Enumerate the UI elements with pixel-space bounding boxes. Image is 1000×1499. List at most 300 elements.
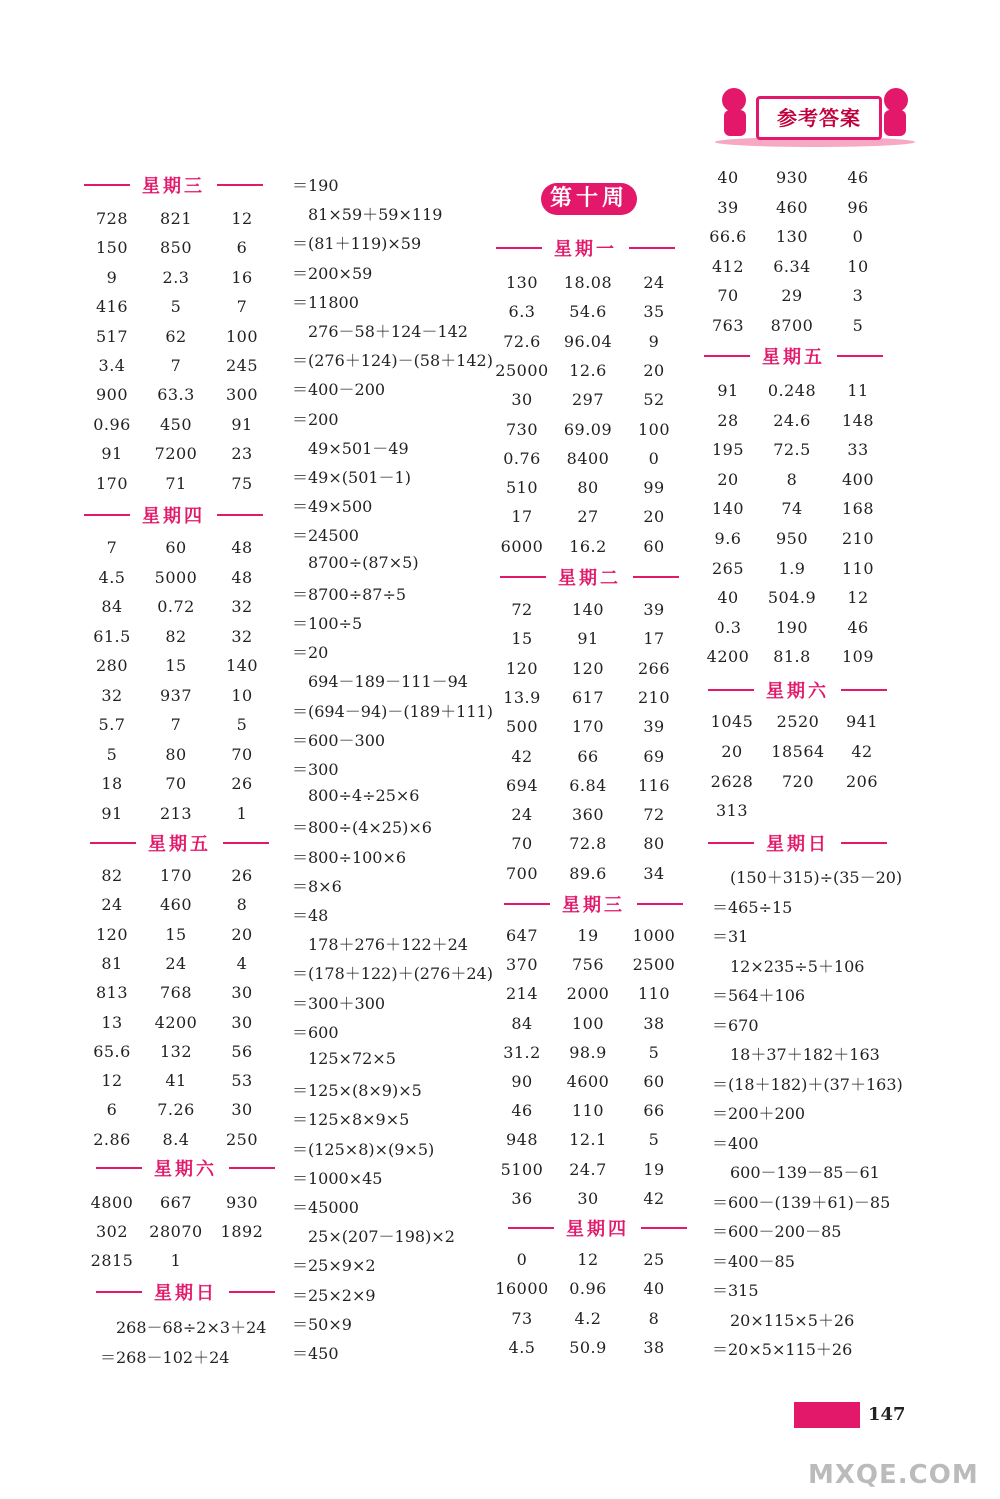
answer-value: 120	[505, 658, 539, 678]
answer-value: 6.84	[569, 775, 607, 795]
expression-line: ＝300＋300	[292, 993, 386, 1013]
expression-line: 25×(207－198)×2	[308, 1227, 455, 1247]
answer-value: 168	[841, 499, 875, 519]
divider-line	[504, 903, 550, 905]
answer-value: 91	[577, 629, 599, 649]
section-header	[500, 565, 679, 589]
section-header	[84, 503, 263, 527]
answer-value: 20	[643, 507, 665, 527]
answer-value: 39	[643, 717, 665, 737]
answer-value: 41	[165, 1071, 187, 1091]
answer-value: 245	[225, 356, 259, 375]
expression-line: ＝600－300	[292, 730, 386, 750]
answer-value: 8	[236, 895, 248, 915]
section-header	[508, 1216, 687, 1240]
answer-value: 728	[95, 209, 129, 228]
answer-value: 110	[637, 984, 671, 1004]
answer-value: 19	[577, 926, 599, 945]
expression-line: 694－189－111－94	[308, 672, 468, 692]
answer-value: 150	[95, 238, 129, 258]
answer-value: 297	[571, 390, 605, 410]
answer-value: 460	[159, 895, 193, 915]
answer-value: 5	[648, 1042, 660, 1062]
answer-value: 24.7	[569, 1159, 607, 1179]
answer-value: 16000	[495, 1279, 549, 1299]
answer-value: 265	[711, 558, 745, 578]
expression-line: 276－58＋124－142	[308, 322, 468, 341]
answer-value: 54.6	[569, 302, 607, 322]
header-title: 参考答案	[756, 96, 882, 140]
answer-value: 61.5	[93, 626, 131, 646]
expression-line: 800÷4÷25×6	[308, 786, 420, 806]
answer-value: 81	[101, 953, 123, 973]
answer-value: 206	[845, 771, 879, 791]
answer-value: 280	[95, 656, 129, 675]
answer-value: 450	[159, 414, 193, 434]
divider-line	[84, 514, 130, 516]
answer-value: 27	[577, 507, 599, 527]
answer-value: 700	[505, 863, 539, 883]
answer-value: 40	[717, 168, 739, 187]
answer-value: 5	[852, 316, 864, 335]
answer-value: 850	[159, 238, 193, 258]
answer-value: 52	[643, 390, 665, 410]
divider-line	[837, 355, 883, 357]
answer-value: 500	[505, 717, 539, 737]
answer-value: 13	[101, 1012, 123, 1032]
expression-line: ＝200×59	[292, 263, 373, 283]
answer-value: 81.8	[773, 647, 811, 667]
answer-value: 18564	[771, 741, 825, 761]
answer-value: 0.3	[714, 617, 742, 637]
answer-value: 100	[571, 1013, 605, 1033]
answer-value: 48	[231, 567, 253, 587]
answer-value: 768	[159, 983, 193, 1003]
divider-line	[217, 514, 263, 516]
expression-line: ＝11800	[292, 292, 359, 312]
divider-line	[217, 184, 263, 186]
answer-value: 28	[717, 410, 739, 430]
expression-line: ＝(18＋182)＋(37＋163)	[712, 1074, 903, 1094]
divider-line	[500, 576, 546, 578]
answer-value: 412	[711, 256, 745, 276]
answer-value: 2520	[776, 712, 820, 731]
answer-value: 20	[717, 469, 739, 489]
section-title: 星期四	[142, 506, 205, 527]
answer-value: 91	[717, 381, 739, 400]
answer-value: 100	[637, 419, 671, 439]
answer-value: 0.96	[93, 414, 131, 434]
expression-line: ＝268－102＋24	[100, 1347, 230, 1367]
answer-value: 6	[106, 1100, 118, 1120]
answer-value: 82	[101, 866, 123, 885]
answer-value: 96.04	[563, 331, 613, 351]
section-title: 星期一	[554, 239, 617, 260]
answer-value: 5100	[500, 1159, 544, 1179]
expression-line: ＝800÷(4×25)×6	[292, 818, 432, 838]
answer-value: 91	[231, 414, 253, 434]
answer-value: 140	[711, 499, 745, 519]
answer-value: 1045	[710, 712, 754, 731]
expression-line: ＝1000×45	[292, 1168, 383, 1188]
answer-value: 730	[505, 419, 539, 439]
answer-value: 510	[505, 478, 539, 498]
answer-value: 8.4	[162, 1129, 190, 1149]
answer-value: 98.9	[569, 1042, 607, 1062]
answer-value: 5	[106, 744, 118, 764]
expression-line: 81×59＋59×119	[308, 205, 443, 225]
answer-value: 7	[106, 538, 118, 557]
answer-value: 30	[231, 1100, 253, 1120]
page-number-tab	[794, 1402, 860, 1428]
answer-value: 0	[852, 227, 864, 247]
answer-value: 42	[511, 746, 533, 766]
answer-value: 90	[511, 1072, 533, 1091]
answer-value: 132	[159, 1041, 193, 1061]
expression-line: ＝(125×8)×(9×5)	[292, 1139, 435, 1159]
answer-value: 42	[851, 741, 873, 761]
answer-value: 720	[781, 771, 815, 791]
answer-value: 195	[711, 440, 745, 460]
expression-line: ＝315	[712, 1281, 759, 1300]
answer-value: 140	[571, 600, 605, 619]
answer-value: 0.96	[569, 1279, 607, 1299]
section-title: 星期六	[766, 681, 829, 702]
answer-value: 948	[505, 1130, 539, 1150]
answer-value: 16	[231, 267, 253, 287]
divider-line	[708, 689, 754, 691]
answer-value: 3	[852, 286, 864, 306]
answer-value: 813	[95, 983, 129, 1003]
page-number: 147	[868, 1404, 906, 1425]
expression-line: 600－139－85－61	[730, 1163, 880, 1182]
answer-value: 69	[643, 746, 665, 766]
answer-value: 17	[511, 507, 533, 527]
answer-value: 36	[511, 1188, 533, 1208]
answer-value: 73	[511, 1308, 533, 1328]
section-title: 星期三	[142, 176, 205, 197]
answer-value: 18.08	[563, 273, 613, 292]
answer-value: 30	[231, 1012, 253, 1032]
answer-value: 91	[101, 803, 123, 823]
answer-value: 25	[643, 1250, 665, 1269]
answer-value: 15	[511, 629, 533, 649]
answer-value: 33	[847, 440, 869, 460]
answer-value: 31.2	[503, 1042, 541, 1062]
answer-value: 6.34	[773, 256, 811, 276]
answer-value: 120	[95, 924, 129, 944]
answer-value: 5000	[154, 567, 198, 587]
answer-value: 1000	[632, 926, 676, 945]
answer-value: 10	[231, 685, 253, 705]
answer-value: 34	[643, 863, 665, 883]
answer-value: 66	[577, 746, 599, 766]
answer-value: 48	[231, 538, 253, 557]
expression-line: ＝670	[712, 1015, 759, 1035]
answer-value: 82	[165, 626, 187, 646]
answer-value: 65.6	[93, 1041, 131, 1061]
watermark: MXQE.COM	[808, 1460, 979, 1490]
expression-line: 18＋37＋182＋163	[730, 1045, 880, 1064]
answer-value: 9	[106, 267, 118, 287]
answer-value: 70	[511, 834, 533, 854]
answer-value: 70	[165, 774, 187, 793]
answer-value: 370	[505, 955, 539, 975]
expression-line: 268－68÷2×3＋24	[116, 1318, 267, 1337]
answer-value: 26	[231, 866, 253, 885]
answer-value: 46	[847, 617, 869, 637]
divider-line	[641, 1227, 687, 1229]
answer-value: 20	[231, 924, 253, 944]
expression-line: ＝(81＋119)×59	[292, 234, 422, 254]
expression-line: ＝25×2×9	[292, 1285, 376, 1305]
expression-line: ＝8700÷87÷5	[292, 584, 407, 604]
section-header	[496, 236, 675, 260]
answer-value: 1.9	[778, 558, 806, 578]
answer-value: 821	[159, 209, 193, 228]
answer-value: 1892	[220, 1222, 264, 1241]
answer-value: 4.5	[98, 567, 126, 587]
answer-value: 72.8	[569, 834, 607, 854]
answer-value: 120	[571, 658, 605, 678]
answer-value: 99	[643, 478, 665, 498]
answer-value: 4	[236, 953, 248, 973]
expression-line: ＝400－200	[292, 380, 386, 400]
answer-value: 38	[643, 1013, 665, 1033]
answer-value: 756	[571, 955, 605, 975]
answer-value: 12.6	[569, 360, 607, 380]
answer-value: 24	[511, 805, 533, 825]
answer-value: 7200	[154, 444, 198, 464]
answer-value: 930	[225, 1193, 259, 1212]
section-title: 星期五	[148, 834, 211, 855]
answer-value: 1	[236, 803, 248, 823]
answer-value: 96	[847, 197, 869, 217]
answer-value: 504.9	[767, 588, 817, 608]
answer-value: 2.3	[162, 267, 190, 287]
answer-value: 667	[159, 1193, 193, 1212]
answer-value: 0.72	[157, 597, 195, 616]
answer-value: 28070	[149, 1222, 203, 1241]
answer-value: 400	[841, 469, 875, 489]
answer-value: 12	[231, 209, 253, 228]
answer-value: 25000	[495, 360, 549, 380]
answer-value: 18	[101, 774, 123, 793]
expression-line: ＝800÷100×6	[292, 847, 407, 867]
answer-value: 7	[170, 356, 182, 375]
answer-value: 39	[717, 197, 739, 217]
answer-value: 1	[170, 1251, 182, 1270]
answer-value: 35	[643, 302, 665, 322]
answer-value: 941	[845, 712, 879, 731]
divider-line	[629, 247, 675, 249]
answer-value: 130	[505, 273, 539, 292]
answer-value: 8	[786, 469, 798, 489]
answer-value: 0.76	[503, 448, 541, 468]
answer-value: 4.2	[574, 1308, 602, 1328]
expression-line: ＝125×8×9×5	[292, 1110, 410, 1130]
expression-line: ＝20×5×115＋26	[712, 1340, 853, 1359]
answer-value: 53	[231, 1071, 253, 1091]
answer-value: 116	[637, 775, 671, 795]
expression-line: ＝31	[712, 927, 749, 946]
answer-value: 460	[775, 197, 809, 217]
section-title: 星期五	[762, 347, 825, 368]
answer-value: 5.7	[98, 715, 126, 734]
expression-line: ＝600－(139＋61)－85	[712, 1192, 891, 1212]
answer-value: 50.9	[569, 1337, 607, 1357]
answer-value: 46	[847, 168, 869, 187]
expression-line: ＝(694－94)－(189＋111)	[292, 701, 493, 721]
answer-value: 46	[511, 1101, 533, 1121]
answer-value: 110	[841, 558, 875, 578]
answer-value: 24	[643, 273, 665, 292]
divider-line	[223, 842, 269, 844]
answer-value: 266	[637, 658, 671, 678]
answer-value: 60	[643, 1072, 665, 1091]
answer-value: 66.6	[709, 227, 747, 247]
answer-value: 29	[781, 286, 803, 306]
answer-value: 190	[775, 617, 809, 637]
answer-value: 950	[775, 529, 809, 548]
answer-value: 15	[165, 656, 187, 675]
expression-line: ＝200＋200	[712, 1104, 806, 1123]
answer-value: 89.6	[569, 863, 607, 883]
answer-value: 302	[95, 1222, 129, 1241]
section-header	[504, 892, 683, 916]
divider-line	[229, 1167, 275, 1169]
answer-value: 9.6	[714, 529, 742, 548]
answer-value: 930	[775, 168, 809, 187]
answer-value: 19	[643, 1159, 665, 1179]
answer-value: 250	[225, 1129, 259, 1149]
answer-value: 11	[847, 381, 869, 400]
answer-value: 16.2	[569, 536, 607, 556]
answer-value: 7.26	[157, 1100, 195, 1120]
answer-value: 63.3	[157, 385, 195, 405]
answer-value: 8700	[770, 316, 814, 335]
expression-line: ＝49×(501－1)	[292, 468, 411, 487]
answer-value: 10	[847, 256, 869, 276]
section-header	[96, 1156, 275, 1180]
expression-line: ＝8×6	[292, 876, 342, 896]
expression-line: ＝564＋106	[712, 986, 806, 1005]
answer-value: 313	[715, 801, 749, 821]
week-badge: 第十周	[541, 183, 637, 215]
answer-value: 647	[505, 926, 539, 945]
expression-line: ＝20	[292, 643, 329, 663]
expression-line: 20×115×5＋26	[730, 1310, 855, 1330]
answer-value: 80	[643, 834, 665, 854]
answer-value: 30	[511, 390, 533, 410]
expression-line: 178＋276＋122＋24	[308, 935, 468, 955]
section-header	[704, 344, 883, 368]
answer-value: 416	[95, 297, 129, 317]
answer-value: 20	[643, 360, 665, 380]
answer-value: 39	[643, 600, 665, 619]
answer-value: 24	[165, 953, 187, 973]
expression-line: ＝300	[292, 760, 339, 779]
answer-value: 12.1	[569, 1130, 607, 1150]
answer-value: 214	[505, 984, 539, 1004]
answer-value: 20	[721, 741, 743, 761]
answer-value: 300	[225, 385, 259, 405]
divider-line	[96, 1167, 142, 1169]
expression-line: ＝400	[712, 1133, 759, 1153]
answer-value: 75	[231, 473, 253, 493]
divider-line	[841, 689, 887, 691]
divider-line	[508, 1227, 554, 1229]
answer-value: 4600	[566, 1072, 610, 1091]
answer-value: 60	[165, 538, 187, 557]
expression-line: ＝24500	[292, 526, 359, 546]
answer-value: 84	[101, 597, 123, 616]
answer-value: 74	[781, 499, 803, 519]
answer-value: 80	[165, 744, 187, 764]
answer-value: 5	[170, 297, 182, 317]
expression-line: ＝190	[292, 176, 339, 195]
expression-line: ＝48	[292, 906, 329, 925]
section-header	[96, 1280, 275, 1304]
answer-value: 3.4	[98, 356, 126, 375]
answer-value: 80	[577, 478, 599, 498]
answer-value: 517	[95, 326, 129, 346]
expression-line: ＝200	[292, 409, 339, 429]
answer-value: 40	[643, 1279, 665, 1299]
expression-line: ＝45000	[292, 1198, 359, 1217]
answer-value: 72.6	[503, 331, 541, 351]
expression-line: ＝465÷15	[712, 897, 793, 917]
answer-value: 24	[101, 895, 123, 915]
divider-line	[708, 842, 754, 844]
expression-line: ＝600－200－85	[712, 1222, 842, 1241]
answer-value: 937	[159, 685, 193, 705]
answer-value: 17	[643, 629, 665, 649]
answer-value: 210	[637, 687, 671, 707]
answer-value: 84	[511, 1013, 533, 1033]
answer-value: 130	[775, 227, 809, 247]
answer-value: 210	[841, 529, 875, 548]
answer-value: 4200	[706, 647, 750, 667]
answer-value: 91	[101, 444, 123, 464]
answer-value: 30	[577, 1188, 599, 1208]
answer-value: 32	[231, 626, 253, 646]
section-title: 星期日	[766, 834, 829, 855]
answer-value: 110	[571, 1101, 605, 1121]
answer-value: 24.6	[773, 410, 811, 430]
answer-value: 66	[643, 1101, 665, 1121]
answer-value: 40	[717, 588, 739, 608]
divider-line	[84, 184, 130, 186]
answer-value: 140	[225, 656, 259, 675]
answer-value: 72.5	[773, 440, 811, 460]
answer-value: 8	[648, 1308, 660, 1328]
answer-value: 9	[648, 331, 660, 351]
answer-value: 15	[165, 924, 187, 944]
answer-value: 8400	[566, 448, 610, 468]
expression-line: ＝450	[292, 1344, 339, 1363]
answer-value: 7	[236, 297, 248, 317]
answer-value: 6	[236, 238, 248, 258]
divider-line	[637, 903, 683, 905]
divider-line	[96, 1291, 142, 1293]
answer-value: 170	[159, 866, 193, 885]
answer-value: 2000	[566, 984, 610, 1004]
expression-line: ＝25×9×2	[292, 1256, 376, 1276]
answer-value: 360	[571, 805, 605, 825]
expression-line: ＝600	[292, 1022, 339, 1042]
answer-value: 6000	[500, 536, 544, 556]
